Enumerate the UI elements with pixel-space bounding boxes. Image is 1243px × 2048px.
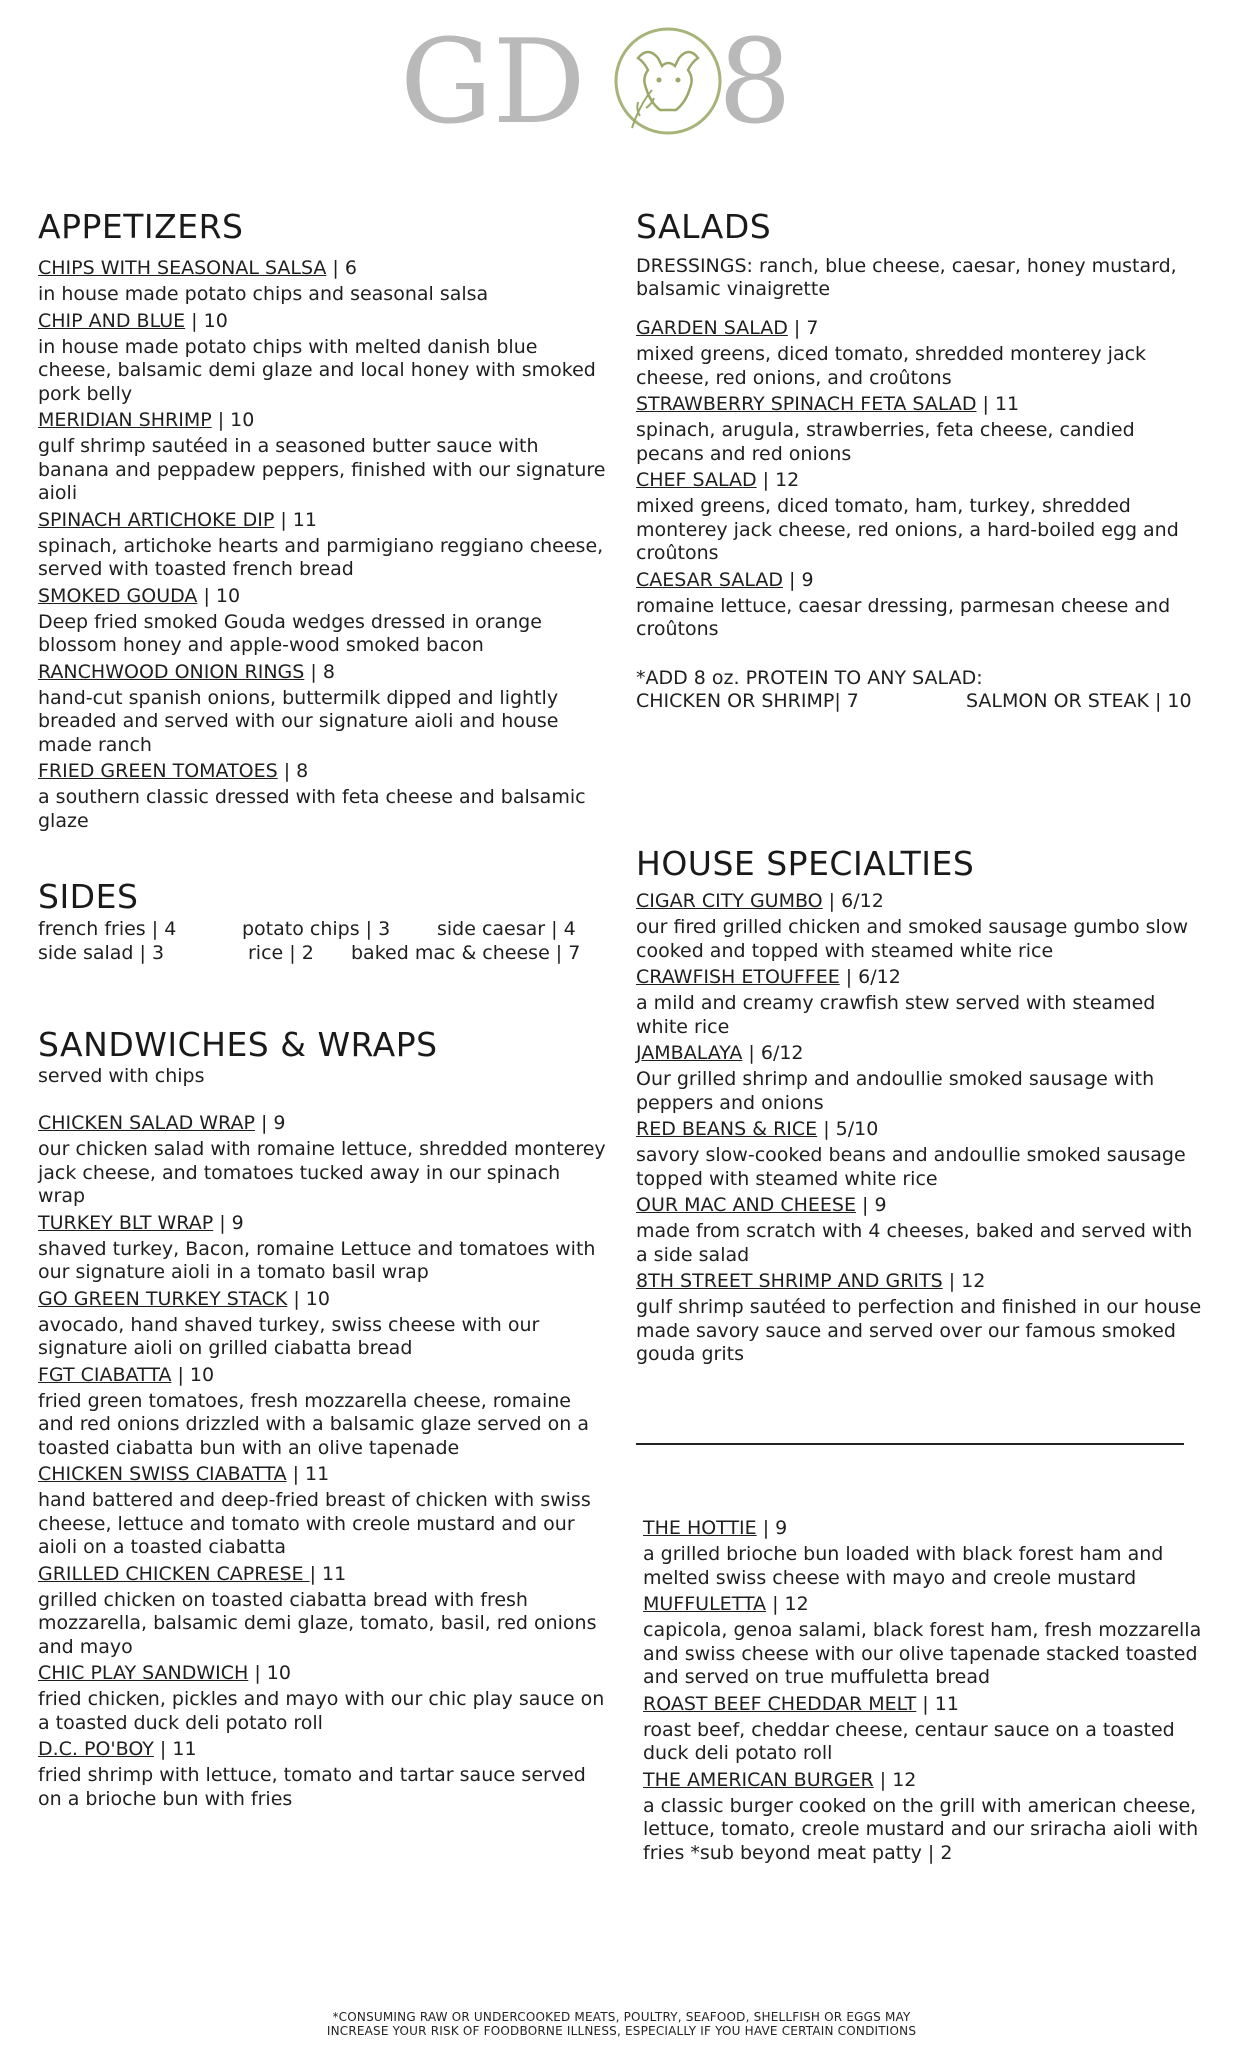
menu-item-price: | 10 (211, 409, 255, 431)
menu-item-heading (636, 1040, 1206, 1066)
protein-salmon-steak: SALMON OR STEAK | 10 (966, 689, 1192, 712)
menu-item (38, 1736, 608, 1811)
menu-item (38, 1461, 608, 1560)
menu-item-heading (38, 1736, 608, 1762)
menu-item-price: | 11 (916, 1692, 959, 1715)
menu-item-heading (636, 1192, 1206, 1218)
menu-item-name: CHIC PLAY SANDWICH (38, 1662, 249, 1684)
protein-chicken-shrimp: CHICKEN OR SHRIMP| 7 (636, 689, 859, 712)
menu-item (38, 255, 608, 307)
menu-item (38, 1210, 608, 1285)
menu-item-price: | 9 (756, 1517, 788, 1539)
menu-item (636, 1268, 1206, 1367)
menu-item-name: RANCHWOOD ONION RINGS (38, 660, 305, 683)
menu-item (38, 308, 608, 407)
menu-item-heading (38, 308, 608, 334)
menu-item-description: spinach, arugula, strawberries, feta cheese, candied pecans and red onions (636, 419, 1135, 465)
restaurant-logo (400, 18, 820, 143)
menu-item-description: mixed greens, diced tomato, ham, turkey, shredded monterey jack cheese, red onions, a hard-boiled egg and croûtons (636, 495, 1179, 564)
bull-head-icon (616, 29, 720, 133)
footer-disclaimer (0, 2010, 1243, 2038)
menu-item-price: | 9 (782, 568, 814, 591)
menu-item (38, 1362, 608, 1461)
menu-item-description: gulf shrimp sautéed to perfection and finished in our house made savory sauce and served over our famous smoked gouda grits (636, 1296, 1202, 1365)
menu-item-description: Our grilled shrimp and andoullie smoked sausage with peppers and onions (636, 1068, 1155, 1114)
house-specialties-section (636, 842, 1206, 1367)
menu-item-price: | 9 (855, 1194, 887, 1216)
menu-item-description: a classic burger cooked on the grill with american cheese, lettuce, tomato, creole mustard and our sriracha aioli with fries *sub beyond meat patty | 2 (643, 1794, 1199, 1864)
menu-item-name: MUFFULETTA (643, 1593, 767, 1615)
menu-item-name: GO GREEN TURKEY STACK (38, 1287, 288, 1310)
menu-item-price: | 6 (326, 257, 357, 279)
menu-item-description: capicola, genoa salami, black forest ham, fresh mozzarella and swiss cheese with our olive tapenade stacked toasted and served on true muffuletta bread (643, 1619, 1202, 1688)
menu-item-heading (636, 467, 1206, 493)
menu-item-name: CHEF SALAD (636, 469, 757, 491)
salad-dressings: DRESSINGS: ranch, blue cheese, caesar, honey mustard, balsamic vinaigrette (636, 255, 1177, 300)
menu-item-name: 8TH STREET SHRIMP AND GRITS (636, 1270, 943, 1292)
menu-item-heading (38, 507, 608, 533)
menu-item-name: CHIP AND BLUE (38, 309, 186, 332)
menu-item (636, 391, 1206, 466)
side-item: potato chips | 3 (242, 918, 391, 940)
section-title-sides: SIDES (38, 877, 139, 916)
sides-section (38, 877, 608, 1025)
menu-item-price: | 6/12 (822, 890, 884, 912)
menu-item-heading (636, 888, 1206, 914)
menu-item-heading (643, 1591, 1208, 1617)
menu-item-name: FGT CIABATTA (38, 1363, 172, 1386)
menu-item (643, 1691, 1208, 1766)
menu-item (636, 1040, 1206, 1115)
menu-item-heading (38, 1362, 608, 1388)
menu-item (643, 1515, 1208, 1590)
menu-item-heading (636, 391, 1206, 417)
menu-item (636, 964, 1206, 1039)
sandwiches-note: served with chips (38, 1065, 205, 1087)
menu-item (636, 467, 1206, 566)
menu-item-name: SMOKED GOUDA (38, 584, 198, 607)
menu-item-description: fried shrimp with lettuce, tomato and tartar sauce served on a brioche bun with fries (38, 1764, 586, 1810)
menu-item-description: hand-cut spanish onions, buttermilk dipped and lightly breaded and served with our signature aioli and house made ranch (38, 686, 559, 756)
salads-list (636, 315, 1206, 642)
menu-item-name: TURKEY BLT WRAP (38, 1211, 214, 1234)
section-divider (636, 1443, 1184, 1445)
menu-item (636, 567, 1206, 642)
menu-item-price: | 11 (274, 508, 317, 531)
menu-item-price: | 11 (309, 1562, 347, 1585)
menu-item-price: | 9 (254, 1112, 286, 1134)
menu-item-description: a mild and creamy crawfish stew served with steamed white rice (636, 992, 1156, 1038)
appetizers-section (38, 205, 608, 877)
burgers-section (643, 1515, 1208, 1866)
menu-item-name: CHIPS WITH SEASONAL SALSA (38, 257, 327, 279)
menu-item-name: D.C. PO'BOY (38, 1738, 154, 1760)
menu-item-name: CAESAR SALAD (636, 568, 783, 591)
menu-item-description: fried green tomatoes, fresh mozzarella cheese, romaine and red onions drizzled with a balsamic glaze served on a toasted ciabatta bun with an olive tapenade (38, 1389, 589, 1459)
menu-item-name: THE AMERICAN BURGER (643, 1768, 874, 1791)
menu-item-name: GRILLED CHICKEN CAPRESE (38, 1562, 310, 1585)
menu-item (636, 315, 1206, 390)
menu-item-name: CHICKEN SALAD WRAP (38, 1112, 255, 1134)
menu-item-name: CIGAR CITY GUMBO (636, 890, 823, 912)
menu-item-price: | 11 (153, 1738, 197, 1760)
menu-item (38, 407, 608, 506)
menu-item-heading (38, 659, 608, 685)
menu-item-heading (38, 1660, 608, 1686)
salads-section (636, 205, 1206, 842)
menu-item-price: | 6/12 (742, 1042, 804, 1064)
menu-item-description: in house made potato chips with melted danish blue cheese, balsamic demi glaze and local honey with smoked pork belly (38, 335, 596, 405)
menu-item (38, 1660, 608, 1735)
menu-item-description: grilled chicken on toasted ciabatta bread with fresh mozzarella, balsamic demi glaze, tomato, basil, red onions and mayo (38, 1588, 597, 1658)
menu-item-description: fried chicken, pickles and mayo with our chic play sauce on a toasted duck deli potato roll (38, 1688, 605, 1734)
disclaimer-line-1: *CONSUMING RAW OR UNDERCOOKED MEATS, POULTRY, SEAFOOD, SHELLFISH OR EGGS MAY (332, 2010, 911, 2024)
menu-item (636, 888, 1206, 963)
menu-item-name: STRAWBERRY SPINACH FETA SALAD (636, 393, 977, 415)
menu-item (38, 659, 608, 758)
menu-item-name: RED BEANS & RICE (636, 1118, 818, 1140)
menu-item-heading (38, 1561, 608, 1587)
menu-item-price: | 6/12 (839, 966, 901, 988)
burgers-list (643, 1515, 1208, 1865)
menu-item-price: | 10 (197, 584, 241, 607)
menu-item-name: GARDEN SALAD (636, 317, 788, 339)
appetizers-list (38, 255, 608, 833)
menu-item-price: | 10 (185, 309, 228, 332)
logo-right-text: 8 (718, 18, 792, 143)
side-item: rice | 2 (248, 942, 314, 964)
section-title-house-specialties: HOUSE SPECIALTIES (636, 844, 975, 883)
menu-item-description: roast beef, cheddar cheese, centaur sauce on a toasted duck deli potato roll (643, 1718, 1175, 1764)
side-item: french fries | 4 (38, 918, 177, 940)
menu-item (38, 583, 608, 658)
menu-item-heading (636, 567, 1206, 593)
menu-item-heading (636, 315, 1206, 341)
menu-item-name: CRAWFISH ETOUFFEE (636, 966, 840, 988)
section-title-salads: SALADS (636, 207, 772, 246)
section-title-sandwiches: SANDWICHES & WRAPS (38, 1025, 438, 1064)
menu-item-name: MERIDIAN SHRIMP (38, 409, 212, 431)
menu-item (38, 507, 608, 582)
menu-item-name: FRIED GREEN TOMATOES (38, 760, 278, 782)
menu-item-heading (38, 1461, 608, 1487)
sandwiches-list (38, 1110, 608, 1811)
menu-item-name: ROAST BEEF CHEDDAR MELT (643, 1692, 917, 1715)
menu-item-description: spinach, artichoke hearts and parmigiano reggiano cheese, served with toasted french bread (38, 534, 604, 580)
house-specialties-list (636, 888, 1206, 1367)
menu-item-heading (38, 758, 608, 784)
menu-item-heading (38, 1210, 608, 1236)
menu-item-name: OUR MAC AND CHEESE (636, 1194, 856, 1216)
menu-item-description: Deep fried smoked Gouda wedges dressed in orange blossom honey and apple-wood smoked bacon (38, 610, 542, 656)
menu-item-heading (38, 1286, 608, 1312)
menu-item-price: | 10 (171, 1363, 215, 1386)
menu-item-description: our chicken salad with romaine lettuce, shredded monterey jack cheese, and tomatoes tucked away in our spinach wrap (38, 1138, 606, 1207)
side-item: side salad | 3 (38, 942, 165, 964)
disclaimer-line-2: INCREASE YOUR RISK OF FOODBORNE ILLNESS, ESPECIALLY IF YOU HAVE CERTAIN CONDITIONS (326, 2024, 917, 2038)
menu-item-description: romaine lettuce, caesar dressing, parmesan cheese and croûtons (636, 594, 1171, 640)
protein-header: *ADD 8 oz. PROTEIN TO ANY SALAD: (636, 666, 983, 689)
menu-item-name: SPINACH ARTICHOKE DIP (38, 508, 275, 531)
menu-item-price: | 5/10 (817, 1118, 879, 1140)
left-column (38, 205, 608, 1812)
menu-item (38, 758, 608, 833)
menu-item-description: hand battered and deep-fried breast of chicken with swiss cheese, lettuce and tomato with creole mustard and our aioli on a toasted ciabatta (38, 1489, 591, 1558)
menu-item-description: savory slow-cooked beans and andoullie smoked sausage topped with steamed white rice (636, 1144, 1186, 1190)
menu-item-price: | 9 (213, 1211, 244, 1234)
sandwiches-section (38, 1025, 608, 1811)
menu-item-price: | 10 (287, 1287, 330, 1310)
menu-item-price: | 8 (304, 660, 335, 683)
menu-item-name: JAMBALAYA (636, 1042, 743, 1064)
menu-item-heading (636, 1268, 1206, 1294)
side-item: side caesar | 4 (437, 918, 576, 940)
menu-item (38, 1286, 608, 1361)
menu-item-description: a grilled brioche bun loaded with black forest ham and melted swiss cheese with mayo and creole mustard (643, 1543, 1164, 1589)
menu-item-heading (643, 1767, 1208, 1793)
menu-item-description: gulf shrimp sautéed in a seasoned butter sauce with banana and peppadew peppers, finished with our signature aioli (38, 435, 606, 504)
section-title-appetizers: APPETIZERS (38, 207, 244, 246)
menu-item (38, 1561, 608, 1660)
menu-item-price: | 8 (277, 760, 309, 782)
menu-item (38, 1110, 608, 1209)
menu-item-price: | 12 (873, 1768, 917, 1791)
menu-item-description: made from scratch with 4 cheeses, baked and served with a side salad (636, 1220, 1193, 1266)
menu-item-heading (38, 1110, 608, 1136)
menu-item-description: shaved turkey, Bacon, romaine Lettuce and tomatoes with our signature aioli in a tomato basil wrap (38, 1237, 596, 1283)
protein-row (636, 690, 1206, 714)
menu-item-heading (643, 1691, 1208, 1717)
menu-item-description: mixed greens, diced tomato, shredded monterey jack cheese, red onions, and croûtons (636, 343, 1147, 389)
menu-item-price: | 12 (756, 469, 800, 491)
menu-item (636, 1192, 1206, 1267)
menu-item (636, 1116, 1206, 1191)
menu-item-heading (38, 255, 608, 281)
menu-item-description: a southern classic dressed with feta cheese and balsamic glaze (38, 786, 586, 832)
menu-item-heading (38, 407, 608, 433)
menu-item-description: avocado, hand shaved turkey, swiss cheese with our signature aioli on grilled ciabatta bread (38, 1313, 540, 1359)
sides-grid (38, 917, 608, 967)
menu-item-heading (636, 1116, 1206, 1142)
menu-item-heading (38, 583, 608, 609)
menu-item-description: our fired grilled chicken and smoked sausage gumbo slow cooked and topped with steamed white rice (636, 916, 1189, 962)
menu-item (643, 1591, 1208, 1690)
side-item: baked mac & cheese | 7 (351, 942, 581, 964)
menu-item-name: THE HOTTIE (643, 1517, 757, 1539)
logo-left-text: GD (400, 18, 586, 143)
menu-item-heading (636, 964, 1206, 990)
menu-item-price: | 10 (248, 1662, 291, 1684)
menu-item-price: | 12 (766, 1593, 809, 1615)
menu-item-price: | 11 (976, 393, 1020, 415)
menu-item-heading (643, 1515, 1208, 1541)
menu-item (643, 1767, 1208, 1866)
menu-item-description: in house made potato chips and seasonal salsa (38, 283, 489, 305)
menu-item-name: CHICKEN SWISS CIABATTA (38, 1463, 287, 1485)
menu-item-price: | 7 (787, 317, 819, 339)
right-column (636, 205, 1206, 1368)
menu-item-price: | 12 (942, 1270, 986, 1292)
menu-item-price: | 11 (286, 1463, 330, 1485)
